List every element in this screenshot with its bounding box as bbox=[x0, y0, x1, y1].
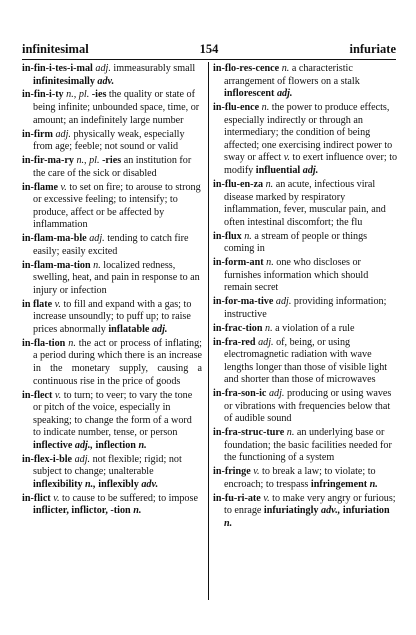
definition-text: to cause to be suffered; to impose bbox=[59, 492, 198, 504]
part-of-speech: adj. bbox=[74, 453, 91, 465]
dictionary-entry bbox=[213, 257, 398, 295]
definition-text: a characteristic arrangement of flowers on a stalk bbox=[224, 63, 360, 87]
entry-headword: in-flux bbox=[213, 230, 242, 242]
derived-form: inflexibly bbox=[95, 478, 139, 490]
part-of-speech: n. bbox=[281, 63, 290, 74]
entry-headword: in-flam-ma-tion bbox=[22, 259, 91, 271]
entry-headword: in-flo-res-cence bbox=[213, 63, 280, 74]
definition-text: immeasurably small bbox=[110, 63, 196, 74]
part-of-speech: n. bbox=[265, 322, 273, 334]
definition-text: the act or process of inflating; a period during which there is an increase in the monetary supply, causing a continuous rise in the price of goods bbox=[33, 337, 202, 387]
dictionary-entry bbox=[213, 493, 398, 531]
dictionary-entry bbox=[213, 63, 398, 101]
dictionary-entry bbox=[22, 129, 202, 154]
dictionary-entry bbox=[213, 231, 398, 256]
derived-pos: adj. bbox=[274, 88, 293, 100]
entry-headword: in-frac-tion bbox=[213, 322, 263, 334]
entry-headword: in-flict bbox=[22, 492, 51, 504]
part-of-speech: n. bbox=[265, 178, 274, 190]
part-of-speech: n. bbox=[286, 427, 295, 439]
derived-form: inflective bbox=[33, 439, 73, 451]
entry-headword: in-flam-ma-ble bbox=[22, 233, 87, 245]
entry-headword: in-fin-i-tes-i-mal bbox=[22, 63, 93, 74]
running-header bbox=[22, 42, 396, 58]
part-of-speech: v. bbox=[53, 492, 60, 504]
derived-pos: n., bbox=[82, 478, 96, 490]
part-of-speech: v. bbox=[54, 389, 62, 401]
part-of-speech: v. bbox=[263, 492, 270, 504]
definition-text: producing or using waves or vibrations with frequencies below that of audible sound bbox=[224, 388, 392, 425]
part-of-speech: adj. bbox=[258, 336, 274, 348]
definition-text: of, being, or using electromagnetic radiation with wave lengths longer than those of visible light and shorter than those of microwaves bbox=[224, 336, 388, 386]
entry-headword: in flate bbox=[22, 298, 53, 310]
part-of-speech: adj. bbox=[268, 388, 285, 400]
derived-form: inflexibility bbox=[33, 478, 83, 490]
entry-headword: in-form-ant bbox=[213, 257, 264, 269]
part-of-speech: adj. bbox=[95, 63, 111, 74]
entry-headword: in-fringe bbox=[213, 466, 251, 478]
definition-text: to fill and expand with a gas; to increase unsoundly; to puff up; to raise prices abnormally bbox=[33, 298, 192, 335]
definition-text: the quality or state of being infinite; unbounded space, time, or amount; an indefinitely large number bbox=[33, 89, 200, 126]
part-of-speech: n., pl. bbox=[76, 155, 100, 167]
entry-headword: in-fla-tion bbox=[22, 337, 66, 349]
entry-headword: in-fra-son-ic bbox=[213, 388, 267, 400]
entry-headword: in-fin-i-ty bbox=[22, 89, 64, 101]
right-guideword: infuriate bbox=[349, 42, 396, 56]
derived-pos: adv., bbox=[318, 505, 341, 517]
derived-pos: adj. bbox=[149, 323, 168, 335]
left-guideword: infinitesimal bbox=[22, 42, 89, 56]
header-rule bbox=[22, 59, 396, 60]
definition-text: a stream of people or things coming in bbox=[224, 230, 368, 255]
dictionary-entry bbox=[213, 296, 398, 321]
derived-form: inflection bbox=[92, 439, 136, 451]
part-of-speech: v. bbox=[283, 152, 290, 164]
derived-form: influential bbox=[255, 165, 301, 177]
derived-pos: adj., bbox=[72, 439, 93, 451]
entry-headword: in-flame bbox=[22, 181, 58, 193]
part-of-speech: adj. bbox=[275, 296, 292, 308]
definition-text: to exert influence over; to modify bbox=[224, 152, 398, 177]
dictionary-entry bbox=[213, 179, 398, 229]
derived-form: inflorescent bbox=[224, 88, 275, 100]
definition-text: a violation of a rule bbox=[272, 322, 355, 334]
part-of-speech: v. bbox=[60, 181, 67, 193]
definition-text: not flexible; rigid; not subject to change; unalterable bbox=[33, 453, 182, 478]
part-of-speech: n., pl. bbox=[66, 89, 90, 101]
definition-text: to turn; to veer; to vary the tone or pitch of the voice, especially in speaking; to change the form of a word to indicate number, tense, or person bbox=[33, 389, 193, 439]
left-column bbox=[22, 63, 202, 519]
derived-form: inflicter, inflictor, -tion bbox=[33, 505, 131, 517]
dictionary-entry bbox=[213, 388, 398, 426]
derived-pos: n. bbox=[135, 439, 147, 451]
definition-text: to set on fire; to arouse to strong or excessive feeling; to intensify; to produce, affect or be affected by inflammation bbox=[33, 181, 201, 231]
derived-pos: adv. bbox=[94, 75, 115, 87]
dictionary-entry bbox=[22, 493, 202, 518]
derived-pos: n. bbox=[367, 478, 378, 490]
entry-headword: in-fra-red bbox=[213, 336, 256, 348]
dictionary-entry bbox=[22, 454, 202, 492]
dictionary-entry bbox=[22, 299, 202, 337]
dictionary-entry bbox=[213, 102, 398, 178]
part-of-speech: adj. bbox=[89, 233, 105, 245]
definition-text: an acute, infectious viral disease marked by respiratory inflammation, fever, muscular pain, and often intestinal discomfort; the flu bbox=[224, 178, 386, 228]
dictionary-entry bbox=[22, 155, 202, 180]
part-of-speech: n. bbox=[261, 102, 270, 114]
derived-pos: adj. bbox=[300, 165, 319, 177]
definition-text: physically weak, especially from age; feeble; not sound or valid bbox=[33, 128, 185, 153]
part-of-speech: n. bbox=[68, 337, 76, 349]
part-of-speech: n. bbox=[244, 230, 252, 242]
definition-text: an institution for the care of the sick or disabled bbox=[33, 155, 192, 179]
entry-headword: in-flu-en-za bbox=[213, 178, 264, 190]
entry-headword: in-for-ma-tive bbox=[213, 296, 274, 308]
definition-text: providing information; instructive bbox=[224, 296, 387, 320]
derived-form: infuriatingly bbox=[263, 505, 319, 517]
derived-form: infinitesimally bbox=[33, 75, 95, 87]
entry-headword: in-fu-ri-ate bbox=[213, 492, 261, 504]
dictionary-entry bbox=[22, 338, 202, 388]
dictionary-entry bbox=[22, 182, 202, 232]
entry-headword: in-flex-i-ble bbox=[22, 453, 73, 465]
derived-pos: adv. bbox=[138, 478, 159, 490]
dictionary-entry bbox=[213, 427, 398, 465]
part-of-speech: v. bbox=[54, 298, 61, 310]
dictionary-entry bbox=[213, 323, 398, 336]
definition-text: tending to catch fire easily; easily excited bbox=[33, 233, 189, 257]
column-divider bbox=[208, 62, 209, 600]
dictionary-entry bbox=[22, 89, 202, 127]
definition-text: localized redness, swelling, heat, and pain in response to an injury or infection bbox=[33, 259, 200, 296]
definition-text: one who discloses or furnishes information which should remain secret bbox=[224, 257, 369, 294]
plural-form: -ries bbox=[99, 155, 122, 167]
dictionary-entry bbox=[22, 390, 202, 453]
definition-text: to break a law; to violate; to encroach; to trespass bbox=[224, 466, 376, 490]
part-of-speech: n. bbox=[266, 257, 274, 269]
plural-form: -ies bbox=[89, 89, 107, 101]
derived-form: infringement bbox=[310, 478, 368, 490]
dictionary-entry bbox=[22, 233, 202, 258]
dictionary-entry bbox=[213, 337, 398, 387]
definition-text: to make very angry or furious; to enrage bbox=[224, 492, 396, 517]
part-of-speech: n. bbox=[93, 259, 101, 271]
entry-headword: in-flu-ence bbox=[213, 102, 260, 114]
entry-headword: in-fir-ma-ry bbox=[22, 155, 74, 167]
entry-headword: in-fra-struc-ture bbox=[213, 427, 285, 439]
derived-form: infuriation bbox=[340, 505, 390, 517]
dictionary-entry bbox=[22, 63, 202, 88]
entry-headword: in-firm bbox=[22, 128, 53, 140]
definition-text: the power to produce effects, especially indirectly or through an intermediary; the condition of being affected; one exercising indirect power to sway or affect bbox=[224, 102, 393, 164]
part-of-speech: adj. bbox=[55, 128, 71, 140]
page-number: 154 bbox=[199, 42, 219, 56]
dictionary-entry bbox=[213, 466, 398, 491]
entry-headword: in-flect bbox=[22, 389, 53, 401]
part-of-speech: v. bbox=[253, 466, 260, 478]
derived-pos: n. bbox=[130, 505, 142, 517]
dictionary-entry bbox=[22, 260, 202, 298]
derived-form: inflatable bbox=[108, 323, 150, 335]
definition-text: an underlying base or foundation; the basic facilities needed for the functioning of a system bbox=[224, 427, 392, 464]
right-column bbox=[213, 63, 398, 532]
derived-pos: n. bbox=[224, 518, 233, 530]
